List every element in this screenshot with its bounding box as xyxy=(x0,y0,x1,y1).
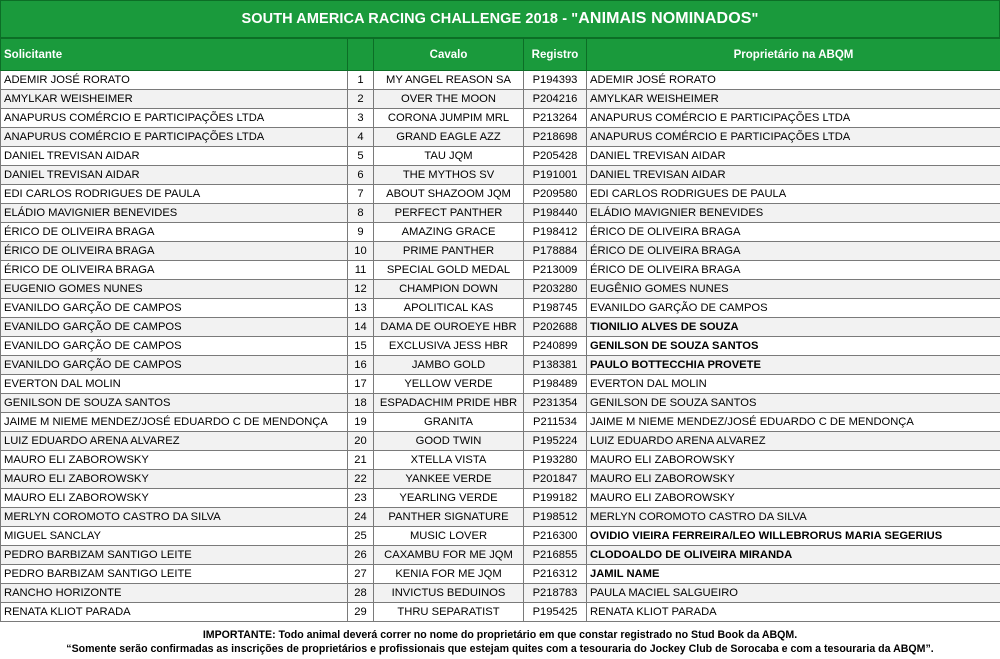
cell-proprietario: JAMIL NAME xyxy=(587,565,1000,584)
cell-num: 9 xyxy=(348,223,374,242)
cell-proprietario: MAURO ELI ZABOROWSKY xyxy=(587,451,1000,470)
cell-cavalo: MUSIC LOVER xyxy=(374,527,524,546)
nominations-table xyxy=(0,38,1000,622)
cell-num: 3 xyxy=(348,109,374,128)
header-proprietario: Proprietário na ABQM xyxy=(587,39,1000,71)
cell-solicitante: PEDRO BARBIZAM SANTIGO LEITE xyxy=(1,546,348,565)
cell-proprietario: MAURO ELI ZABOROWSKY xyxy=(587,489,1000,508)
cell-cavalo: CHAMPION DOWN xyxy=(374,280,524,299)
table-row xyxy=(1,71,1000,90)
cell-cavalo: GRAND EAGLE AZZ xyxy=(374,128,524,147)
cell-registro: P209580 xyxy=(524,185,587,204)
footer-confirmation: “Somente serão confirmadas as inscrições de proprietários e profissionais que estejam quites com a tesouraria do Jockey Club de Sorocaba e com a tesouraria da ABQM”. xyxy=(66,643,934,655)
cell-num: 22 xyxy=(348,470,374,489)
cell-registro: P194393 xyxy=(524,71,587,90)
cell-proprietario: PAULA MACIEL SALGUEIRO xyxy=(587,584,1000,603)
cell-proprietario: DANIEL TREVISAN AIDAR xyxy=(587,147,1000,166)
cell-solicitante: EVANILDO GARÇÃO DE CAMPOS xyxy=(1,299,348,318)
cell-registro: P231354 xyxy=(524,394,587,413)
cell-registro: P216855 xyxy=(524,546,587,565)
table-row xyxy=(1,603,1000,622)
cell-solicitante: ANAPURUS COMÉRCIO E PARTICIPAÇÕES LTDA xyxy=(1,109,348,128)
header-cavalo: Cavalo xyxy=(374,39,524,71)
cell-proprietario: ÉRICO DE OLIVEIRA BRAGA xyxy=(587,223,1000,242)
cell-registro: P198745 xyxy=(524,299,587,318)
header-solicitante: Solicitante xyxy=(1,39,348,71)
cell-registro: P213264 xyxy=(524,109,587,128)
cell-registro: P218783 xyxy=(524,584,587,603)
cell-solicitante: ÉRICO DE OLIVEIRA BRAGA xyxy=(1,242,348,261)
cell-proprietario: TIONILIO ALVES DE SOUZA xyxy=(587,318,1000,337)
table-row xyxy=(1,223,1000,242)
table-row xyxy=(1,261,1000,280)
header-num xyxy=(348,39,374,71)
cell-proprietario: ANAPURUS COMÉRCIO E PARTICIPAÇÕES LTDA xyxy=(587,109,1000,128)
footer-notice xyxy=(0,628,1000,656)
cell-cavalo: OVER THE MOON xyxy=(374,90,524,109)
cell-solicitante: DANIEL TREVISAN AIDAR xyxy=(1,147,348,166)
cell-proprietario: GENILSON DE SOUZA SANTOS xyxy=(587,337,1000,356)
cell-proprietario: EVANILDO GARÇÃO DE CAMPOS xyxy=(587,299,1000,318)
table-row xyxy=(1,90,1000,109)
cell-registro: P240899 xyxy=(524,337,587,356)
cell-num: 15 xyxy=(348,337,374,356)
cell-registro: P198412 xyxy=(524,223,587,242)
cell-registro: P203280 xyxy=(524,280,587,299)
table-row xyxy=(1,128,1000,147)
table-row xyxy=(1,546,1000,565)
title-suffix: " xyxy=(751,11,759,27)
cell-registro: P178884 xyxy=(524,242,587,261)
cell-cavalo: THE MYTHOS SV xyxy=(374,166,524,185)
table-row xyxy=(1,565,1000,584)
cell-proprietario: ÉRICO DE OLIVEIRA BRAGA xyxy=(587,242,1000,261)
cell-solicitante: EDI CARLOS RODRIGUES DE PAULA xyxy=(1,185,348,204)
cell-solicitante: MAURO ELI ZABOROWSKY xyxy=(1,489,348,508)
cell-proprietario: CLODOALDO DE OLIVEIRA MIRANDA xyxy=(587,546,1000,565)
cell-proprietario: ADEMIR JOSÉ RORATO xyxy=(587,71,1000,90)
cell-num: 4 xyxy=(348,128,374,147)
cell-cavalo: MY ANGEL REASON SA xyxy=(374,71,524,90)
cell-num: 24 xyxy=(348,508,374,527)
cell-cavalo: GRANITA xyxy=(374,413,524,432)
table-row xyxy=(1,584,1000,603)
cell-registro: P204216 xyxy=(524,90,587,109)
cell-cavalo: GOOD TWIN xyxy=(374,432,524,451)
cell-solicitante: ADEMIR JOSÉ RORATO xyxy=(1,71,348,90)
table-row xyxy=(1,394,1000,413)
cell-cavalo: JAMBO GOLD xyxy=(374,356,524,375)
cell-cavalo: CORONA JUMPIM MRL xyxy=(374,109,524,128)
cell-num: 18 xyxy=(348,394,374,413)
cell-cavalo: TAU JQM xyxy=(374,147,524,166)
table-row xyxy=(1,527,1000,546)
cell-cavalo: INVICTUS BEDUINOS xyxy=(374,584,524,603)
cell-cavalo: ESPADACHIM PRIDE HBR xyxy=(374,394,524,413)
table-row xyxy=(1,470,1000,489)
cell-solicitante: ÉRICO DE OLIVEIRA BRAGA xyxy=(1,223,348,242)
table-row xyxy=(1,337,1000,356)
cell-cavalo: SPECIAL GOLD MEDAL xyxy=(374,261,524,280)
cell-proprietario: AMYLKAR WEISHEIMER xyxy=(587,90,1000,109)
cell-cavalo: PANTHER SIGNATURE xyxy=(374,508,524,527)
cell-proprietario: ÉRICO DE OLIVEIRA BRAGA xyxy=(587,261,1000,280)
cell-solicitante: MIGUEL SANCLAY xyxy=(1,527,348,546)
cell-cavalo: XTELLA VISTA xyxy=(374,451,524,470)
cell-solicitante: JAIME M NIEME MENDEZ/JOSÉ EDUARDO C DE MENDONÇA xyxy=(1,413,348,432)
cell-num: 8 xyxy=(348,204,374,223)
cell-num: 17 xyxy=(348,375,374,394)
cell-cavalo: ABOUT SHAZOOM JQM xyxy=(374,185,524,204)
table-row xyxy=(1,204,1000,223)
table-row xyxy=(1,413,1000,432)
cell-proprietario: JAIME M NIEME MENDEZ/JOSÉ EDUARDO C DE MENDONÇA xyxy=(587,413,1000,432)
cell-registro: P198440 xyxy=(524,204,587,223)
cell-proprietario: GENILSON DE SOUZA SANTOS xyxy=(587,394,1000,413)
cell-proprietario: ELÁDIO MAVIGNIER BENEVIDES xyxy=(587,204,1000,223)
cell-registro: P211534 xyxy=(524,413,587,432)
cell-num: 6 xyxy=(348,166,374,185)
cell-cavalo: AMAZING GRACE xyxy=(374,223,524,242)
cell-num: 11 xyxy=(348,261,374,280)
table-row xyxy=(1,242,1000,261)
cell-cavalo: YEARLING VERDE xyxy=(374,489,524,508)
cell-cavalo: THRU SEPARATIST xyxy=(374,603,524,622)
cell-registro: P199182 xyxy=(524,489,587,508)
cell-num: 19 xyxy=(348,413,374,432)
cell-registro: P216300 xyxy=(524,527,587,546)
cell-num: 7 xyxy=(348,185,374,204)
cell-num: 20 xyxy=(348,432,374,451)
cell-solicitante: LUIZ EDUARDO ARENA ALVAREZ xyxy=(1,432,348,451)
cell-cavalo: DAMA DE OUROEYE HBR xyxy=(374,318,524,337)
header-registro: Registro xyxy=(524,39,587,71)
page-title xyxy=(0,0,1000,38)
cell-num: 5 xyxy=(348,147,374,166)
cell-num: 28 xyxy=(348,584,374,603)
table-row xyxy=(1,489,1000,508)
table-row xyxy=(1,432,1000,451)
cell-proprietario: ANAPURUS COMÉRCIO E PARTICIPAÇÕES LTDA xyxy=(587,128,1000,147)
cell-registro: P216312 xyxy=(524,565,587,584)
cell-solicitante: GENILSON DE SOUZA SANTOS xyxy=(1,394,348,413)
cell-solicitante: MERLYN COROMOTO CASTRO DA SILVA xyxy=(1,508,348,527)
cell-solicitante: MAURO ELI ZABOROWSKY xyxy=(1,451,348,470)
title-emphasis: ANIMAIS NOMINADOS xyxy=(578,10,752,27)
cell-proprietario: MAURO ELI ZABOROWSKY xyxy=(587,470,1000,489)
cell-cavalo: APOLITICAL KAS xyxy=(374,299,524,318)
table-row xyxy=(1,147,1000,166)
cell-num: 29 xyxy=(348,603,374,622)
cell-solicitante: EVANILDO GARÇÃO DE CAMPOS xyxy=(1,356,348,375)
title-prefix: SOUTH AMERICA RACING CHALLENGE 2018 - " xyxy=(241,11,579,27)
cell-cavalo: PRIME PANTHER xyxy=(374,242,524,261)
cell-num: 10 xyxy=(348,242,374,261)
table-row xyxy=(1,451,1000,470)
table-row xyxy=(1,166,1000,185)
cell-solicitante: ELÁDIO MAVIGNIER BENEVIDES xyxy=(1,204,348,223)
cell-num: 16 xyxy=(348,356,374,375)
table-row xyxy=(1,508,1000,527)
cell-proprietario: DANIEL TREVISAN AIDAR xyxy=(587,166,1000,185)
cell-proprietario: RENATA KLIOT PARADA xyxy=(587,603,1000,622)
cell-num: 12 xyxy=(348,280,374,299)
cell-cavalo: CAXAMBU FOR ME JQM xyxy=(374,546,524,565)
cell-num: 26 xyxy=(348,546,374,565)
cell-proprietario: PAULO BOTTECCHIA PROVETE xyxy=(587,356,1000,375)
cell-solicitante: EUGENIO GOMES NUNES xyxy=(1,280,348,299)
cell-solicitante: PEDRO BARBIZAM SANTIGO LEITE xyxy=(1,565,348,584)
cell-registro: P198512 xyxy=(524,508,587,527)
cell-solicitante: DANIEL TREVISAN AIDAR xyxy=(1,166,348,185)
cell-proprietario: EUGÊNIO GOMES NUNES xyxy=(587,280,1000,299)
cell-cavalo: YANKEE VERDE xyxy=(374,470,524,489)
cell-num: 21 xyxy=(348,451,374,470)
cell-registro: P138381 xyxy=(524,356,587,375)
cell-registro: P198489 xyxy=(524,375,587,394)
table-row xyxy=(1,299,1000,318)
cell-num: 2 xyxy=(348,90,374,109)
cell-solicitante: AMYLKAR WEISHEIMER xyxy=(1,90,348,109)
cell-registro: P213009 xyxy=(524,261,587,280)
cell-registro: P193280 xyxy=(524,451,587,470)
cell-cavalo: EXCLUSIVA JESS HBR xyxy=(374,337,524,356)
table-row xyxy=(1,375,1000,394)
cell-registro: P195224 xyxy=(524,432,587,451)
table-row xyxy=(1,318,1000,337)
cell-cavalo: YELLOW VERDE xyxy=(374,375,524,394)
cell-cavalo: KENIA FOR ME JQM xyxy=(374,565,524,584)
table-row xyxy=(1,356,1000,375)
cell-solicitante: EVANILDO GARÇÃO DE CAMPOS xyxy=(1,318,348,337)
cell-num: 13 xyxy=(348,299,374,318)
cell-num: 1 xyxy=(348,71,374,90)
table-row xyxy=(1,280,1000,299)
cell-registro: P205428 xyxy=(524,147,587,166)
cell-registro: P218698 xyxy=(524,128,587,147)
cell-solicitante: EVERTON DAL MOLIN xyxy=(1,375,348,394)
cell-num: 14 xyxy=(348,318,374,337)
cell-solicitante: ANAPURUS COMÉRCIO E PARTICIPAÇÕES LTDA xyxy=(1,128,348,147)
footer-important: IMPORTANTE: Todo animal deverá correr no nome do proprietário em que constar registrado no Stud Book da ABQM. xyxy=(202,629,798,641)
cell-solicitante: EVANILDO GARÇÃO DE CAMPOS xyxy=(1,337,348,356)
cell-cavalo: PERFECT PANTHER xyxy=(374,204,524,223)
table-row xyxy=(1,185,1000,204)
cell-solicitante: MAURO ELI ZABOROWSKY xyxy=(1,470,348,489)
table-row xyxy=(1,109,1000,128)
table-body xyxy=(1,71,1000,622)
cell-registro: P201847 xyxy=(524,470,587,489)
cell-num: 27 xyxy=(348,565,374,584)
cell-proprietario: OVIDIO VIEIRA FERREIRA/LEO WILLEBRORUS MARIA SEGERIUS xyxy=(587,527,1000,546)
cell-solicitante: ÉRICO DE OLIVEIRA BRAGA xyxy=(1,261,348,280)
cell-proprietario: LUIZ EDUARDO ARENA ALVAREZ xyxy=(587,432,1000,451)
cell-proprietario: EDI CARLOS RODRIGUES DE PAULA xyxy=(587,185,1000,204)
cell-solicitante: RENATA KLIOT PARADA xyxy=(1,603,348,622)
table-header-row xyxy=(1,39,1000,71)
cell-num: 23 xyxy=(348,489,374,508)
cell-solicitante: RANCHO HORIZONTE xyxy=(1,584,348,603)
cell-registro: P195425 xyxy=(524,603,587,622)
cell-proprietario: MERLYN COROMOTO CASTRO DA SILVA xyxy=(587,508,1000,527)
cell-registro: P202688 xyxy=(524,318,587,337)
cell-num: 25 xyxy=(348,527,374,546)
cell-proprietario: EVERTON DAL MOLIN xyxy=(587,375,1000,394)
cell-registro: P191001 xyxy=(524,166,587,185)
